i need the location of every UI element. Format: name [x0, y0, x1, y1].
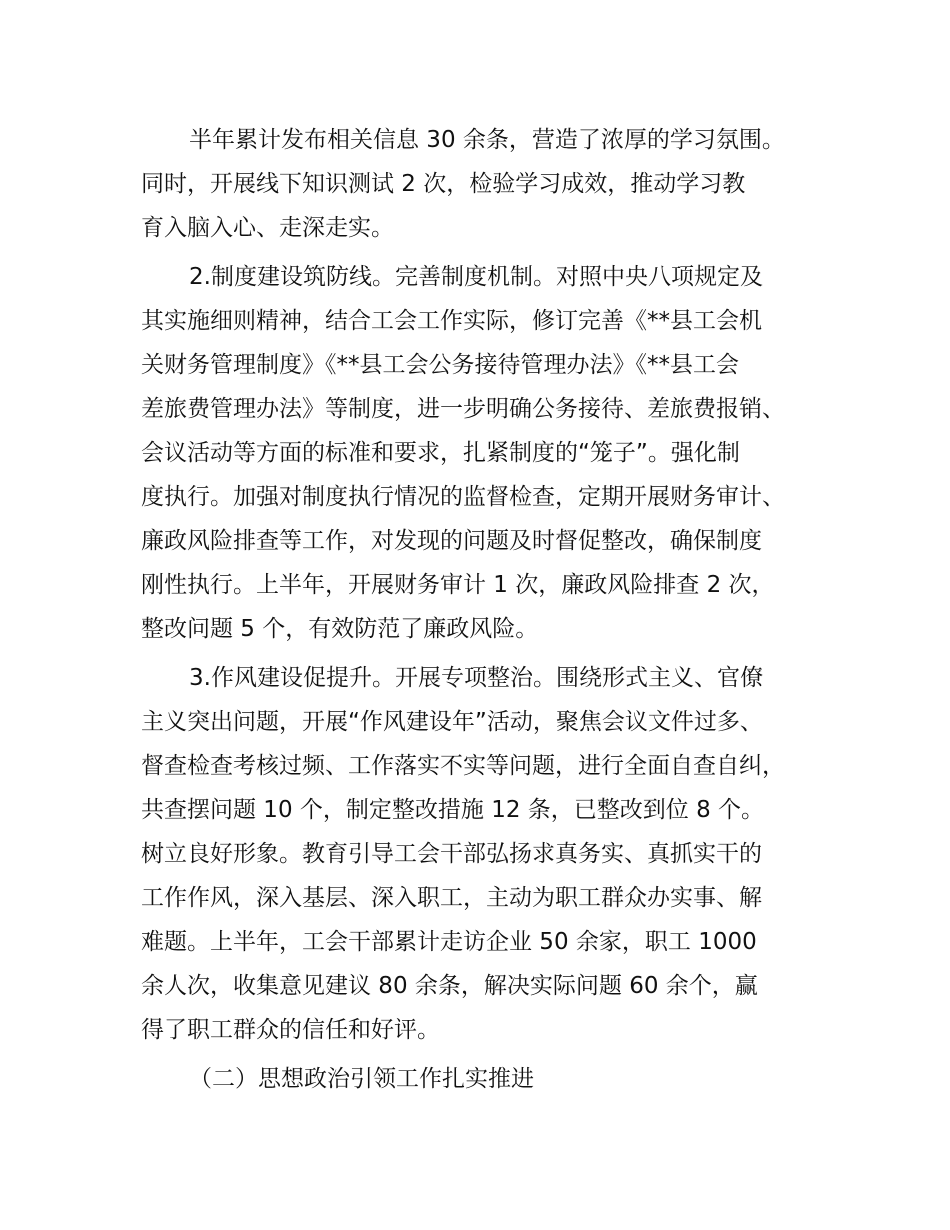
text-line: 主义突出问题，开展“作风建设年”活动，聚焦会议文件过多、: [141, 709, 763, 735]
text-line: 3.作风建设促提升。开展专项整治。围绕形式主义、官僚: [189, 665, 763, 691]
paragraph-work-style: [141, 656, 831, 1052]
section-heading: [141, 1057, 831, 1101]
text-line: 刚性执行。上半年，开展财务审计 1 次，廉政风险排查 2 次，: [141, 572, 775, 598]
text-line: 差旅费管理办法》等制度，进一步明确公务接待、差旅费报销、: [141, 396, 785, 422]
text-line: 会议活动等方面的标准和要求，扎紧制度的“笼子”。强化制: [141, 440, 740, 466]
paragraph-learning-atmosphere: [141, 118, 831, 250]
text-line: 同时，开展线下知识测试 2 次，检验学习成效，推动学习教: [141, 171, 746, 197]
section-heading-text: （二）思想政治引领工作扎实推进: [189, 1066, 534, 1092]
text-line: 难题。上半年，工会干部累计走访企业 50 余家，职工 1000: [141, 929, 757, 955]
text-line: 2.制度建设筑防线。完善制度机制。对照中央八项规定及: [189, 264, 763, 290]
text-line: 度执行。加强对制度执行情况的监督检查，定期开展财务审计、: [141, 484, 785, 510]
paragraph-institution-building: [141, 255, 831, 651]
text-line: 余人次，收集意见建议 80 余条，解决实际问题 60 余个，赢: [141, 973, 758, 999]
text-line: 工作作风，深入基层、深入职工，主动为职工群众办实事、解: [141, 885, 762, 911]
text-line: 得了职工群众的信任和好评。: [141, 1017, 440, 1043]
document-body: [141, 118, 831, 1101]
text-line: 育入脑入心、走深走实。: [141, 215, 394, 241]
text-line: 树立良好形象。教育引导工会干部弘扬求真务实、真抓实干的: [141, 841, 762, 867]
text-line: 半年累计发布相关信息 30 余条，营造了浓厚的学习氛围。: [189, 127, 785, 153]
text-line: 廉政风险排查等工作，对发现的问题及时督促整改，确保制度: [141, 528, 762, 554]
text-line: 整改问题 5 个，有效防范了廉政风险。: [141, 616, 539, 642]
text-line: 其实施细则精神，结合工会工作实际，修订完善《**县工会机: [141, 308, 762, 334]
text-line: 关财务管理制度》《**县工会公务接待管理办法》《**县工会: [141, 352, 739, 378]
text-line: 共查摆问题 10 个，制定整改措施 12 条，已整改到位 8 个。: [141, 797, 765, 823]
text-line: 督查检查考核过频、工作落实不实等问题，进行全面自查自纠，: [141, 753, 785, 779]
